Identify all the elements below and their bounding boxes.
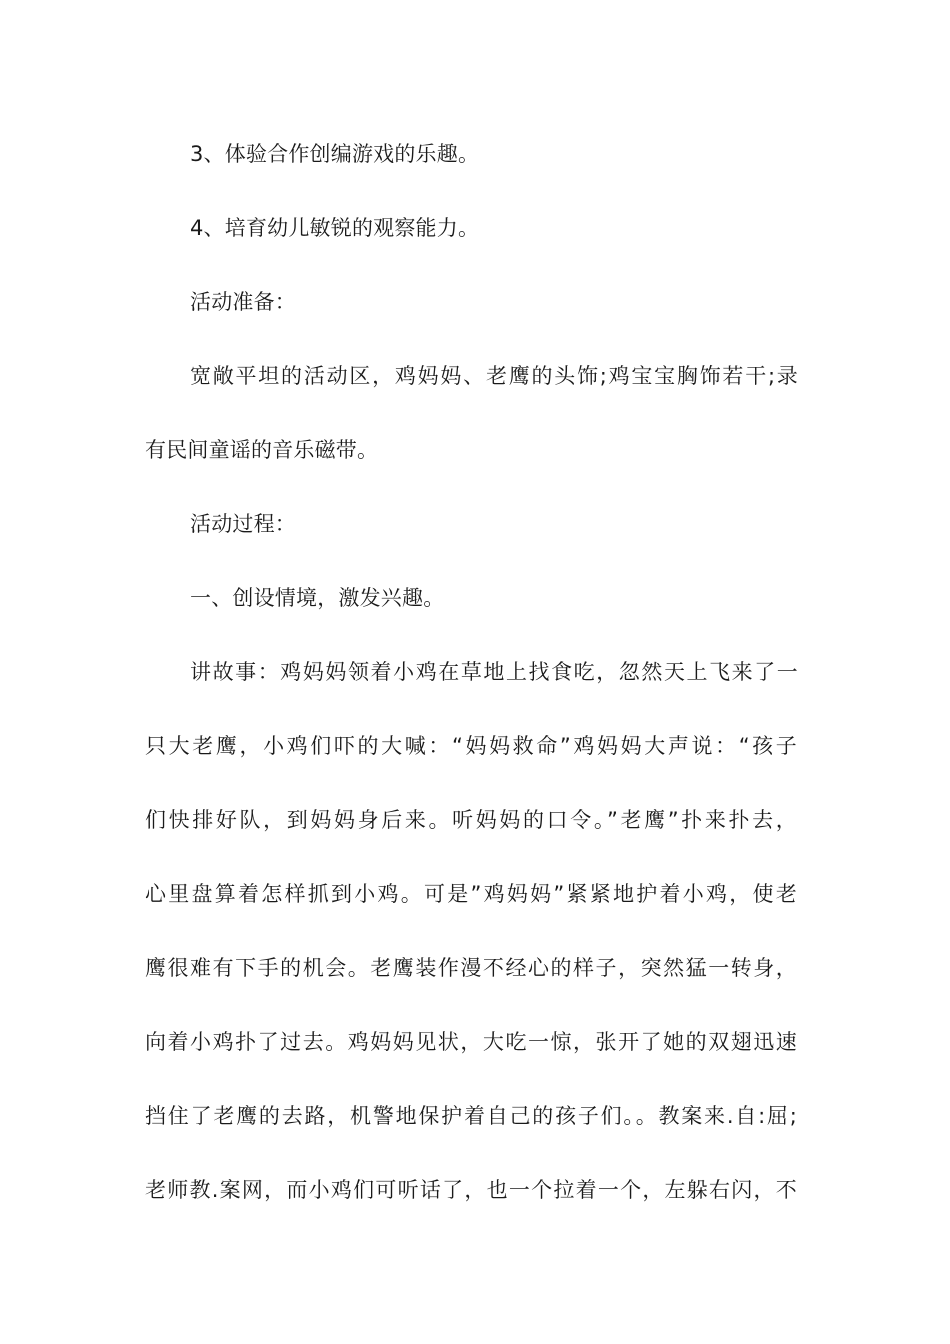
story-line-8: 老师教.案网，而小鸡们可听话了，也一个拉着一个，左躲右闪，不: [145, 1178, 797, 1202]
goal-4: 4、培育幼儿敏锐的观察能力。: [190, 216, 480, 240]
heading-preparation: 活动准备：: [190, 290, 296, 314]
preparation-line-1: 宽敞平坦的活动区，鸡妈妈、老鹰的头饰;鸡宝宝胸饰若干;录: [190, 364, 798, 388]
story-line-1: 讲故事：鸡妈妈领着小鸡在草地上找食吃，忽然天上飞来了一: [190, 660, 798, 684]
goal-3: 3、体验合作创编游戏的乐趣。: [190, 142, 480, 166]
heading-process: 活动过程：: [190, 512, 296, 536]
story-line-5: 鹰很难有下手的机会。老鹰装作漫不经心的样子，突然猛一转身，: [145, 956, 797, 980]
story-line-4: 心里盘算着怎样抓到小鸡。可是”鸡妈妈”紧紧地护着小鸡，使老: [145, 882, 797, 906]
step-1-heading: 一、创设情境，激发兴趣。: [190, 586, 445, 610]
preparation-line-2: 有民间童谣的音乐磁带。: [145, 438, 379, 462]
story-line-3: 们快排好队，到妈妈身后来。听妈妈的口令。”老鹰”扑来扑去，: [145, 808, 797, 832]
story-line-7: 挡住了老鹰的去路，机警地保护着自己的孩子们。。教案来.自:屈;: [145, 1104, 797, 1128]
story-line-6: 向着小鸡扑了过去。鸡妈妈见状，大吃一惊，张开了她的双翅迅速: [145, 1030, 797, 1054]
story-line-2: 只大老鹰，小鸡们吓的大喊：“妈妈救命”鸡妈妈大声说：“孩子: [145, 734, 797, 758]
